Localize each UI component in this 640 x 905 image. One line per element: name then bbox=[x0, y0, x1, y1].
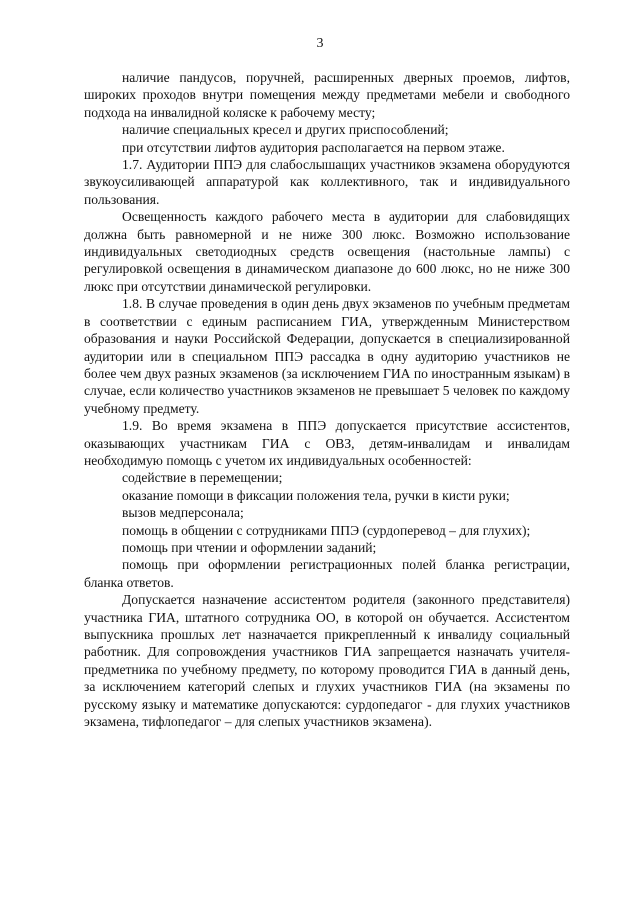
document-body bbox=[84, 69, 570, 730]
list-item-body-position: оказание помощи в фиксации положения тела, ручки в кисти руки; bbox=[122, 487, 510, 503]
list-item-communication: помощь в общении с сотрудниками ППЭ (сурдоперевод – для глухих); bbox=[122, 522, 531, 538]
list-item-reading: помощь при чтении и оформлении заданий; bbox=[122, 539, 377, 555]
list-item-medical-staff: вызов медперсонала; bbox=[122, 505, 244, 521]
page-number: 3 bbox=[316, 36, 324, 51]
paragraph-1-9: 1.9. Во время экзамена в ППЭ допускается присутствие ассистентов, оказывающих участникам ГИА с ОВЗ, детям-инвалидам и инвалидам необходимую помощь с учетом их индивидуальных особенностей: bbox=[84, 418, 570, 468]
paragraph-first-floor: при отсутствии лифтов аудитория располагается на первом этаже. bbox=[122, 139, 505, 155]
paragraph-ramps: наличие пандусов, поручней, расширенных дверных проемов, лифтов, широких проходов внутри помещения между предметами мебели и свободного подхода на инвалидной коляске к рабочему месту; bbox=[84, 70, 570, 120]
list-item-registration: помощь при оформлении регистрационных полей бланка регистрации, бланка ответов. bbox=[84, 557, 570, 590]
paragraph-chairs: наличие специальных кресел и других приспособлений; bbox=[122, 122, 449, 138]
list-item-movement: содействие в перемещении; bbox=[122, 470, 283, 486]
paragraph-1-7: 1.7. Аудитории ППЭ для слабослышащих участников экзамена оборудуются звукоусиливающей аппаратурой как коллективного, так и индивидуального пользования. bbox=[84, 157, 570, 207]
paragraph-lighting: Освещенность каждого рабочего места в аудитории для слабовидящих должна быть равномерной и не ниже 300 люкс. Возможно использование индивидуальных светодиодных средств освещения (настольные лампы) с регулировкой освещения в динамическом диапазоне до 600 люкс, но не ниже 300 люкс при отсутствии динамической регулировки. bbox=[84, 209, 570, 294]
paragraph-1-8: 1.8. В случае проведения в один день двух экзаменов по учебным предметам в соответствии с единым расписанием ГИА, утвержденным Министерством образования и науки Российской Федерации, допускается в специализированной аудитории или в специальном ППЭ рассадка в одну аудиторию участников не более чем двух разных экзаменов (за исключением ГИА по иностранным языкам) в случае, если количество участников экзаменов не превышает 5 человек по каждому учебному предмету. bbox=[84, 296, 570, 416]
paragraph-assistant-appointment: Допускается назначение ассистентом родителя (законного представителя) участника ГИА, штатного сотрудника ОО, в которой он обучается. Ассистентом выпускника прошлых лет назначается прикрепленный к инвалиду социальный работник. Для сопровождения участников ГИА запрещается назначать учителя-предметника по учебному предмету, по которому проводится ГИА в данный день, за исключением категорий слепых и глухих участников ГИА (на экзамены по русскому языку и математике допускаются: сурдопедагог - для глухих участников экзамена, тифлопедагог – для слепых участников экзамена). bbox=[84, 592, 570, 730]
